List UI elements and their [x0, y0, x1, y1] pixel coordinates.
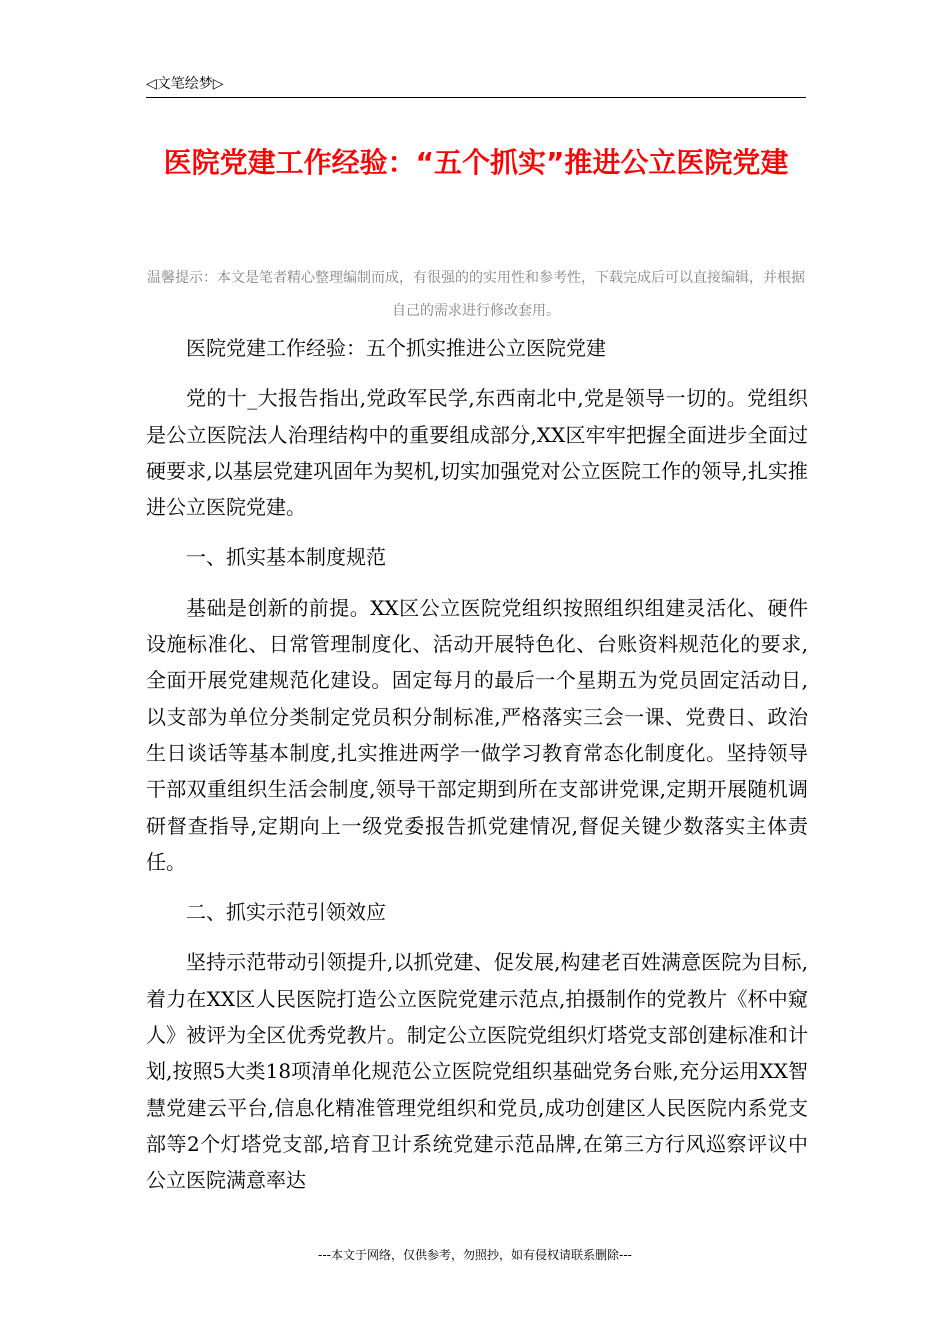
paragraph-section-1: 基础是创新的前提。XX区公立医院党组织按照组织组建灵活化、硬件设施标准化、日常管理制度化、活动开展特色化、台账资料规范化的要求,全面开展党建规范化建设。固定每月的最后一个星期五为党员固定活动日,以支部为单位分类制定党员积分制标准,严格落实三会一课、党费日、政治生日谈话等基本制度,扎实推进两学一做学习教育常态化制度化。坚持领导干部双重组织生活会制度,领导干部定期到所在支部讲党课,定期开展随机调研督查指导,定期向上一级党委报告抓党建情况,督促关键少数落实主体责任。: [146, 595, 808, 874]
document-title: 医院党建工作经验：“五个抓实”推进公立医院党建: [163, 146, 789, 179]
document-body: [146, 330, 808, 1199]
tip-note: 温馨提示：本文是笔者精心整理编制而成，有很强的的实用性和参考性，下载完成后可以直接编辑，并根据自己的需求进行修改套用。: [147, 270, 805, 319]
section-heading-1: 一、抓实基本制度规范: [186, 545, 386, 570]
paragraph-subtitle: 医院党建工作经验：五个抓实推进公立医院党建: [186, 336, 606, 360]
header-divider: [146, 97, 806, 98]
paragraph-section-2: 坚持示范带动引领提升,以抓党建、促发展,构建老百姓满意医院为目标,着力在XX区人民医院打造公立医院党建示范点,拍摄制作的党教片《杯中窥人》被评为全区优秀党教片。制定公立医院党组织灯塔党支部创建标准和计划,按照5大类18项清单化规范公立医院党组织基础党务台账,充分运用XX智慧党建云平台,信息化精准管理党组织和党员,成功创建区人民医院内系党支部等2个灯塔党支部,培育卫计系统党建示范品牌,在第三方行风巡察评议中公立医院满意率达: [146, 950, 808, 1193]
section-heading-2: 二、抓实示范引领效应: [186, 900, 386, 925]
header-brand: ◁文笔绘梦▷: [146, 76, 224, 92]
footer-disclaimer: ---本文于网络，仅供参考，勿照抄，如有侵权请联系删除---: [318, 1248, 632, 1262]
paragraph-intro: 党的十_大报告指出,党政军民学,东西南北中,党是领导一切的。党组织是公立医院法人治理结构中的重要组成部分,XX区牢牢把握全面进步全面过硬要求,以基层党建巩固年为契机,切实加强党对公立医院工作的领导,扎实推进公立医院党建。: [146, 386, 808, 520]
